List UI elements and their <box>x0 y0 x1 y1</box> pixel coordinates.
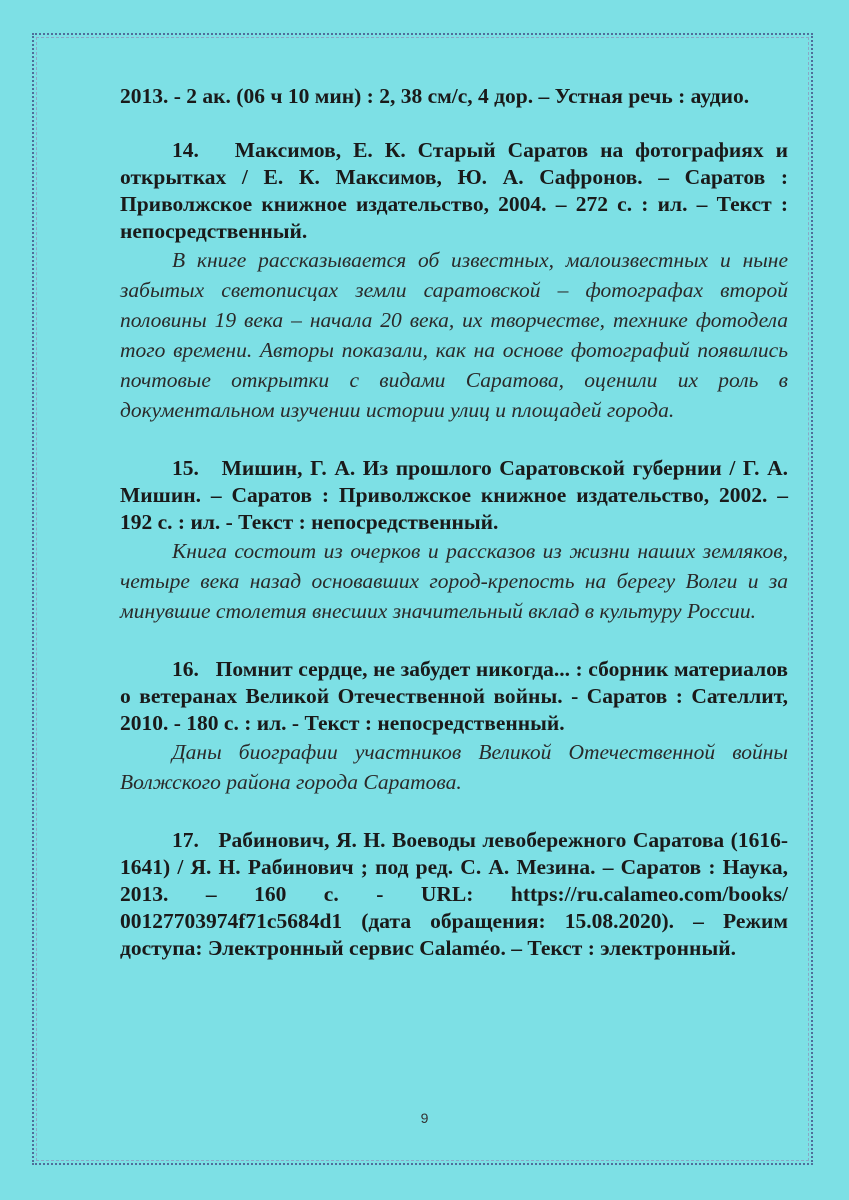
page-number: 9 <box>420 1110 429 1126</box>
entry-citation-text: Максимов, Е. К. Старый Саратов на фотографиях и открытках / Е. К. Максимов, Ю. А. Сафронов. – Саратов : Приволжское книжное издательство, 2004. – 272 с. : ил. – Текст : непосредственный. <box>120 138 789 243</box>
entry-citation-text: Мишин, Г. А. Из прошлого Саратовской губернии / Г. А. Мишин. – Саратов : Приволжское книжное издательство, 2002. – 192 с. : ил. - Текст : непосредственный. <box>120 456 789 534</box>
entry-number: 14. <box>172 138 199 162</box>
entry-citation <box>120 827 788 962</box>
bibliography-list <box>120 83 788 962</box>
entry-citation <box>120 455 788 536</box>
entry-citation <box>120 137 788 245</box>
entry-number: 15. <box>172 456 199 480</box>
entry-annotation: Книга состоит из очерков и рассказов из жизни наших земляков, четыре века назад основавших город-крепость на берегу Волги и за минувшие столетия внесших значительный вклад в культуру России. <box>120 539 788 623</box>
list-item <box>120 455 788 626</box>
entry-annotation: Даны биографии участников Великой Отечественной войны Волжского района города Саратова. <box>120 740 788 794</box>
continuation-text: 2013. - 2 ак. (06 ч 10 мин) : 2, 38 см/с, 4 дор. – Устная речь : аудио. <box>120 84 750 108</box>
entry-number: 17. <box>172 828 199 852</box>
list-item <box>120 656 788 797</box>
entry-citation <box>120 656 788 737</box>
entry-citation-text: Рабинович, Я. Н. Воеводы левобережного Саратова (1616-1641) / Я. Н. Рабинович ; под ред. С. А. Мезина. – Саратов : Наука, 2013. – 160 с. - URL: https://ru.calameo.com/books/ 00127703974f71c5684d1 (дата обращения: 15.08.2020). – Режим доступа: Электронный сервис Calaméo. – Текст : электронный. <box>120 828 788 960</box>
entry-citation-text: Помнит сердце, не забудет никогда... : сборник материалов о ветеранах Великой Отечественной войны. - Саратов : Сателлит, 2010. - 180 с. : ил. - Текст : непосредственный. <box>120 657 789 735</box>
list-item <box>120 137 788 425</box>
list-item <box>120 827 788 962</box>
entry-annotation: В книге рассказывается об известных, малоизвестных и ныне забытых светописцах земли саратовской – фотографах второй половины 19 века – начала 20 века, их творчестве, технике фотодела того времени. Авторы показали, как на основе фотографий появились почтовые открытки с видами Саратова, оценили их роль в документальном изучении истории улиц и площадей города. <box>120 248 788 422</box>
entry-number: 16. <box>172 657 199 681</box>
